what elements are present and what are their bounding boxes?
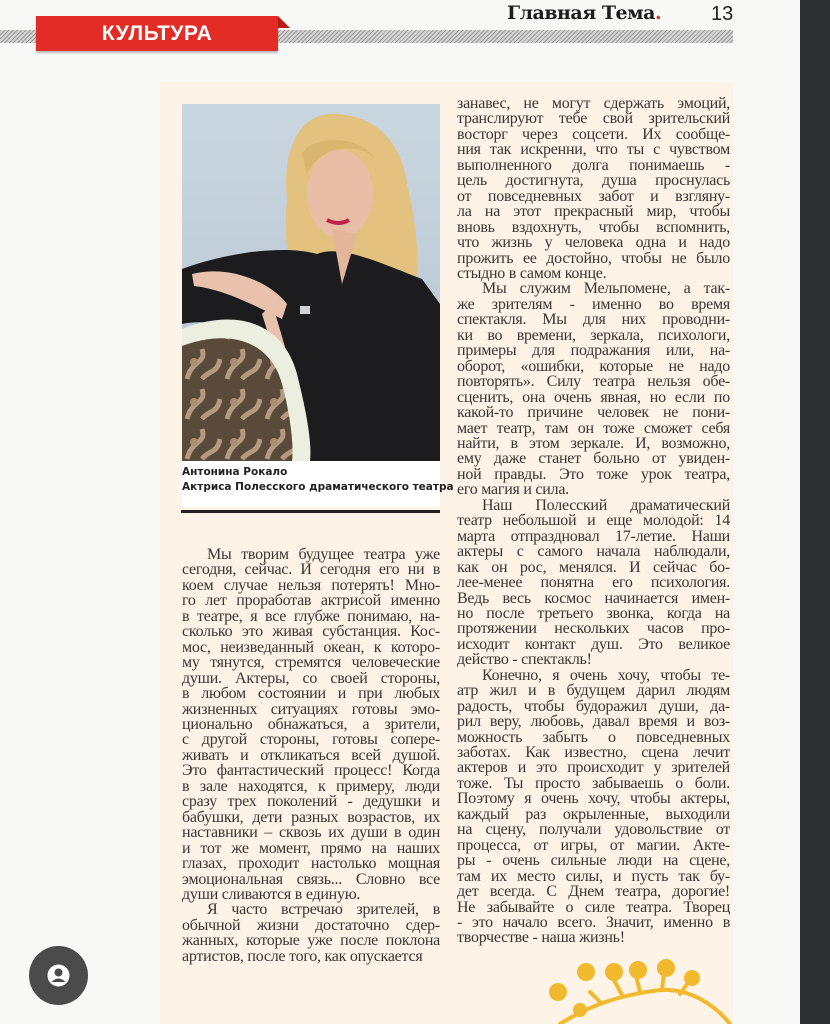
masthead-title [507, 2, 661, 24]
text-line: артистов, после того, как опускается [182, 947, 423, 965]
text-line: сценить, она очень явная, но если по [457, 388, 730, 406]
text-line: в зале находятся, к примеру, люди [182, 777, 440, 795]
text-line: Мы служим Мельпомене, а так- [482, 280, 730, 298]
text-line: повторять». Силу театра нельзя обе- [457, 373, 730, 391]
text-line: лее-менее понятна его психология. [457, 574, 730, 592]
page-number: 13 [711, 3, 734, 25]
text-line: жанных, которые уже после поклона [182, 932, 440, 950]
text-line: же зрителям - именно во время [457, 295, 730, 313]
text-line: Мы творим будущее театра уже [207, 546, 440, 563]
photo-caption [182, 465, 454, 495]
text-line: актеры с самого начала наблюдали, [457, 543, 730, 561]
text-line: заботах. Как известно, сцена лечит [457, 744, 730, 762]
text-line: дет всегда. С Днем театра, дорогие! [457, 883, 730, 901]
article-paragraph [457, 281, 730, 497]
text-line: его магия и сила. [457, 481, 569, 499]
text-line: обычной жизни достаточно сдер- [182, 916, 440, 934]
article-paragraph [457, 96, 730, 281]
caption-role: Актриса Полесского драматического театра [182, 481, 454, 493]
section-label: КУЛЬТУРА [101, 22, 213, 45]
text-line: театр небольшой и еще молодой: 14 [457, 512, 730, 530]
text-line: сразу трех поколений - дедушки и [182, 793, 440, 811]
text-line: эмоциональная связь... Словно все [182, 870, 440, 888]
text-line: тоже. Ты просто забываешь о боли. [457, 774, 730, 792]
text-line: спектакля. Мы для них проводни- [457, 311, 730, 329]
text-line: но после третьего звонка, когда на [457, 604, 730, 622]
text-line: от повседневных забот и взгляну- [457, 187, 730, 205]
text-line: Конечно, я очень хочу, чтобы те- [482, 666, 730, 684]
text-line: атр жил и в будущем дарил людям [457, 682, 730, 700]
actress-photo [182, 104, 440, 461]
text-line: протяжении нескольких часов про- [457, 620, 730, 638]
text-line: можность забыть о повседневных [457, 728, 730, 746]
text-line: глазах, проходит настолько мощная [182, 855, 440, 873]
masthead-text: Главная Тема [507, 2, 655, 24]
text-line: Ведь весь космос начинается имен- [457, 589, 730, 607]
text-line: ной правды. Это тоже урок театра, [457, 465, 730, 483]
text-line: ционально обнажаться, а зрители, [182, 715, 440, 733]
text-line: наставники – сквозь их души в один [182, 824, 440, 842]
text-line: транслируют тебе свой зрительский [457, 110, 730, 128]
text-line: прожить ее достойно, чтобы не было [457, 249, 730, 267]
section-tab [36, 16, 278, 51]
text-line: ки во времени, зеркала, психологи, [457, 326, 730, 344]
text-line: ему даже станет больно от увиден- [457, 450, 730, 468]
text-line: оборот, «ошибки, которые не надо [457, 357, 730, 375]
text-line: радость, чтобы будоражил души, да- [457, 697, 730, 715]
text-line: ры - очень сильные люди на сцене, [457, 852, 730, 870]
text-line: рил веру, любовь, давал время и воз- [457, 713, 730, 731]
text-line: Наш Полесский драматический [482, 496, 730, 514]
text-line: примеры для подражания или, на- [457, 342, 730, 360]
user-icon [29, 946, 88, 1005]
text-line: цель достигнута, душа проснулась [457, 172, 730, 190]
text-line: живать и откликаться всей душой. [182, 746, 440, 764]
text-line: как он рос, менялся. И сейчас бо- [457, 558, 730, 576]
text-line: души сливаются в единую. [182, 885, 361, 903]
text-line: каждый раз окрыленные, выходили [457, 805, 730, 823]
text-line: сегодня, сейчас. И сегодня его ни в [182, 561, 440, 579]
caption-name: Антонина Рокало [182, 466, 288, 478]
text-line: найти, в этом зеркале. И, возможно, [457, 434, 730, 452]
article-paragraph [182, 547, 440, 902]
text-line: вновь вздохнуть, чтобы вспомнить, [457, 218, 730, 236]
masthead-dot: . [654, 2, 662, 24]
text-line: творчестве - наша жизнь! [457, 929, 625, 947]
text-line: в любом состоянии и при любых [182, 685, 440, 703]
article-column-left [182, 547, 440, 964]
text-line: на сцену, получали удовольствие от [457, 821, 730, 839]
text-line: какой-то причине человек не пони- [457, 404, 730, 422]
text-line: актеров и это происходит у зрителей [457, 759, 730, 777]
text-line: там их место силы, и пусть так бу- [457, 867, 730, 885]
text-line: сколько это живая субстанция. Кос- [182, 623, 440, 641]
text-line: коем случае нельзя потерять! Мно- [182, 576, 440, 594]
profile-button[interactable] [29, 946, 88, 1005]
text-line: го лет проработав актрисой именно [182, 592, 440, 610]
text-line: ния так искренни, что ты с чувством [457, 141, 730, 159]
text-line: Не забывайте о силе театра. Творец [457, 898, 730, 916]
text-line: ла на этот прекрасный мир, чтобы [457, 203, 730, 221]
article-paragraph [182, 902, 440, 964]
text-line: души. Актеры, со своей стороны, [182, 669, 440, 687]
text-line: стыдно в самом конце. [457, 264, 607, 282]
mimosa-branch-decoration [540, 950, 740, 1024]
article-column-right [457, 96, 730, 946]
text-line: исходит контакт душ. Это великое [457, 635, 730, 653]
text-line: мает театр, там он тоже сможет себя [457, 419, 730, 437]
text-line: Поэтому я очень хочу, чтобы актеры, [457, 790, 730, 808]
article-paragraph [457, 498, 730, 668]
text-line: с другой стороны, готовы сопере- [182, 731, 440, 749]
viewer-side-strip [800, 0, 830, 1024]
text-line: занавес, не могут сдержать эмоций, [457, 95, 730, 112]
text-line: выполненного долга понимаешь - [457, 156, 730, 174]
text-line: Это фантастический процесс! Когда [182, 762, 440, 780]
text-line: - это начало всего. Значит, именно в [457, 914, 730, 932]
text-line: действо - спектакль! [457, 651, 592, 669]
caption-rule [181, 510, 440, 513]
text-line: что жизнь у человека одна и надо [457, 234, 730, 252]
text-line: мос, неизведанный океан, к которо- [182, 638, 440, 656]
section-tab-fold [278, 16, 290, 28]
text-line: Я часто встречаю зрителей, в [207, 901, 440, 919]
text-line: му тянутся, стремятся человеческие [182, 654, 440, 672]
text-line: восторг через соцсети. Их сообще- [457, 125, 730, 143]
text-line: марта отпраздновал 17-летие. Наши [457, 527, 730, 545]
text-line: жизненных ситуациях готовы эмо- [182, 700, 440, 718]
text-line: бабушки, дети разных возрастов, их [182, 808, 440, 826]
article-paragraph [457, 668, 730, 946]
text-line: в театре, я все глубже понимаю, на- [182, 607, 440, 625]
text-line: процесса, от игры, от магии. Акте- [457, 836, 730, 854]
text-line: и тот же момент, прямо на наших [182, 839, 440, 857]
